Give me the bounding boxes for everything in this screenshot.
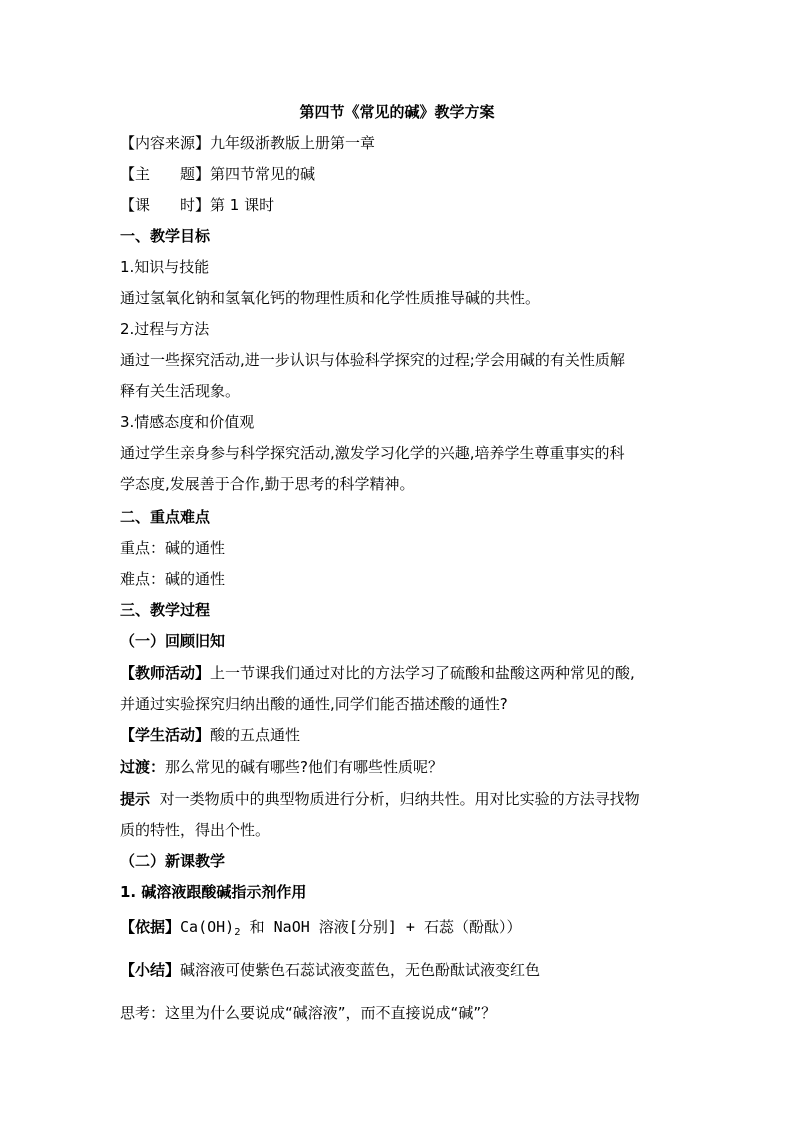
meta-period-label: 【课 时】 (120, 196, 211, 214)
summary-text: 碱溶液可使紫色石蕊试液变蓝色，无色酚酞试液变红色 (180, 961, 541, 979)
teacher-activity-line1 (120, 663, 635, 683)
document-title: 第四节《常见的碱》教学方案 (299, 103, 495, 121)
basis-line (120, 917, 521, 937)
meta-source-label: 【内容来源】 (120, 134, 211, 152)
section-heading-keypoints: 二、重点难点 (120, 508, 211, 526)
key-point: 重点：碱的通性 (120, 539, 226, 557)
transition-text: 那么常见的碱有哪些?他们有哪些性质呢？ (165, 758, 443, 776)
transition-label: 过渡： (120, 758, 166, 776)
objective-3-text-line2: 学态度,发展善于合作,勤于思考的科学精神。 (120, 475, 415, 493)
objective-2-text-line1: 通过一些探究活动,进一步认识与体验科学探究的过程;学会用碱的有关性质解 (120, 351, 625, 369)
teacher-activity-line2: 并通过实验探究归纳出酸的通性,同学们能否描述酸的通性? (120, 695, 508, 713)
objective-3-text-line1: 通过学生亲身参与科学探究活动,激发学习化学的兴趣,培养学生尊重事实的科 (120, 444, 625, 462)
basis-formula: Ca(OH) (180, 918, 235, 936)
meta-period-value: 第 1 课时 (210, 196, 275, 214)
meta-source (120, 133, 375, 153)
think-question: 思考：这里为什么要说成“碱溶液”，而不直接说成“碱”？ (120, 1004, 497, 1022)
summary-label: 【小结】 (120, 961, 181, 979)
section-heading-process: 三、教学过程 (120, 601, 211, 619)
hint-text: 对一类物质中的典型物质进行分析，归纳共性。用对比实验的方法寻找物 (159, 790, 640, 808)
student-activity-text: 酸的五点通性 (210, 726, 301, 744)
meta-source-value: 九年级浙教版上册第一章 (210, 134, 376, 152)
objective-2-title: 2.过程与方法 (120, 320, 210, 338)
objective-1-text: 通过氢氧化钠和氢氧化钙的物理性质和化学性质推导碱的共性。 (120, 289, 541, 307)
teacher-activity-label: 【教师活动】 (120, 664, 211, 682)
hint-label: 提示 (120, 790, 151, 808)
basis-label: 【依据】 (120, 918, 181, 936)
objective-1-title: 1.知识与技能 (120, 258, 210, 276)
hint-line2: 质的特性，得出个性。 (120, 821, 271, 839)
summary-line (120, 960, 540, 980)
teacher-activity-text: 上一节课我们通过对比的方法学习了硫酸和盐酸这两种常见的酸, (210, 664, 635, 682)
difficult-point: 难点：碱的通性 (120, 570, 226, 588)
part-review: （一）回顾旧知 (120, 632, 226, 650)
meta-period (120, 195, 274, 215)
objective-3-title: 3.情感态度和价值观 (120, 413, 255, 431)
student-activity-label: 【学生活动】 (120, 726, 211, 744)
hint-line1 (120, 789, 640, 809)
meta-topic-label: 【主 题】 (120, 165, 211, 183)
basis-formula-subscript: 2 (234, 927, 241, 938)
student-activity (120, 725, 300, 745)
meta-topic-value: 第四节常见的碱 (210, 165, 316, 183)
transition (120, 757, 443, 777)
section-heading-objectives: 一、教学目标 (120, 227, 211, 245)
item-1-title: 1. 碱溶液跟酸碱指示剂作用 (120, 883, 307, 901)
objective-2-text-line2: 释有关生活现象。 (120, 382, 241, 400)
basis-rest: 和 NaOH 溶液[分别] + 石蕊（酚酞）） (240, 918, 522, 936)
part-new-lesson: （二）新课教学 (120, 852, 226, 870)
meta-topic (120, 164, 315, 184)
